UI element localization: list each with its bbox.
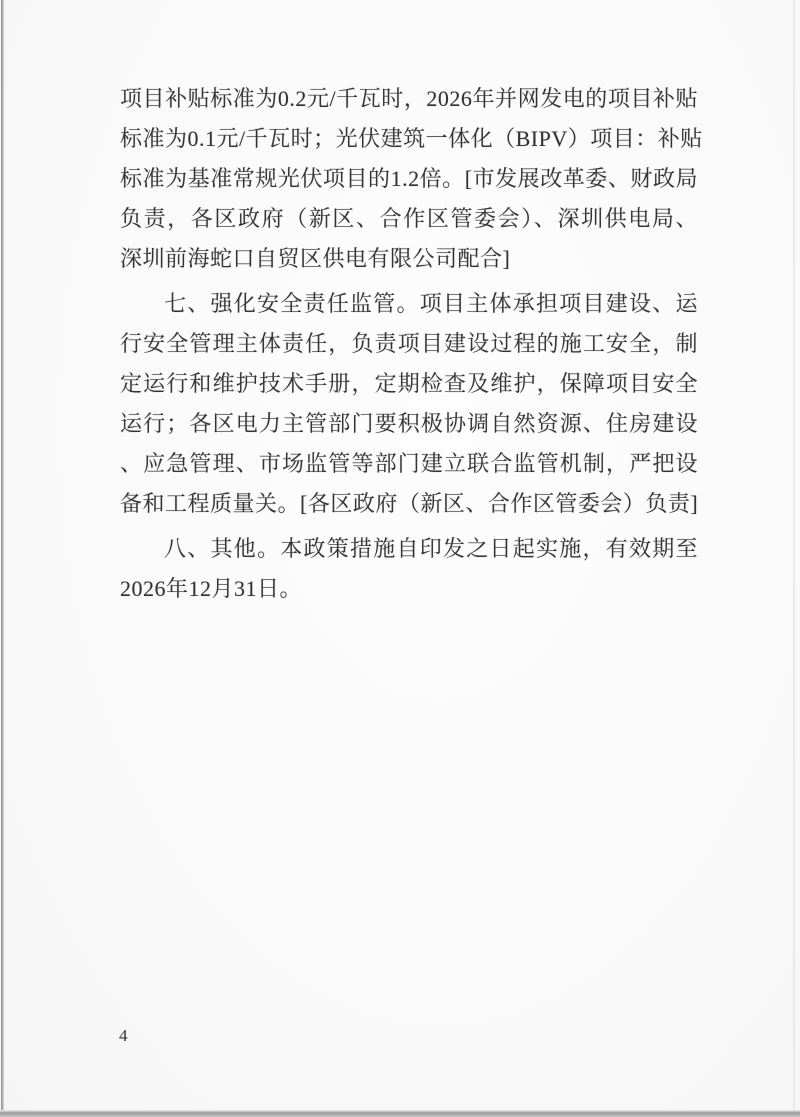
text-line: 项目补贴标准为0.2元/千瓦时，2026年并网发电的项目补贴 <box>120 86 698 111</box>
scan-edge-right <box>793 0 795 1117</box>
text-line: 2026年12月31日。 <box>120 576 303 601</box>
text-line: 备和工程质量关。[各区政府（新区、合作区管委会）负责] <box>120 491 699 516</box>
text-line: 负责，各区政府（新区、合作区管委会）、深圳供电局、 <box>120 206 698 231</box>
text-line: 定运行和维护技术手册，定期检查及维护，保障项目安全 <box>120 371 698 396</box>
text-line: 、应急管理、市场监管等部门建立联合监管机制，严把设 <box>120 451 698 476</box>
scan-edge-left <box>1 0 4 1117</box>
text-line: 运行；各区电力主管部门要积极协调自然资源、住房建设 <box>120 411 698 436</box>
text-line: 八、其他。本政策措施自印发之日起实施，有效期至 <box>164 536 698 561</box>
scan-edge-bottom <box>0 1110 800 1117</box>
document-text-block <box>120 79 703 609</box>
text-line: 行安全管理主体责任，负责项目建设过程的施工安全，制 <box>120 331 698 356</box>
text-line: 标准为0.1元/千瓦时；光伏建筑一体化（BIPV）项目：补贴 <box>120 126 703 151</box>
text-line: 七、强化安全责任监管。项目主体承担项目建设、运 <box>164 291 698 316</box>
paragraph-article-eight <box>120 529 698 609</box>
page-number: 4 <box>119 1026 128 1045</box>
paragraph-article-seven <box>120 284 698 524</box>
paragraph-subsidy-continuation <box>120 79 703 279</box>
text-line: 深圳前海蛇口自贸区供电有限公司配合] <box>120 246 511 271</box>
text-line: 标准为基准常规光伏项目的1.2倍。[市发展改革委、财政局 <box>120 166 698 191</box>
